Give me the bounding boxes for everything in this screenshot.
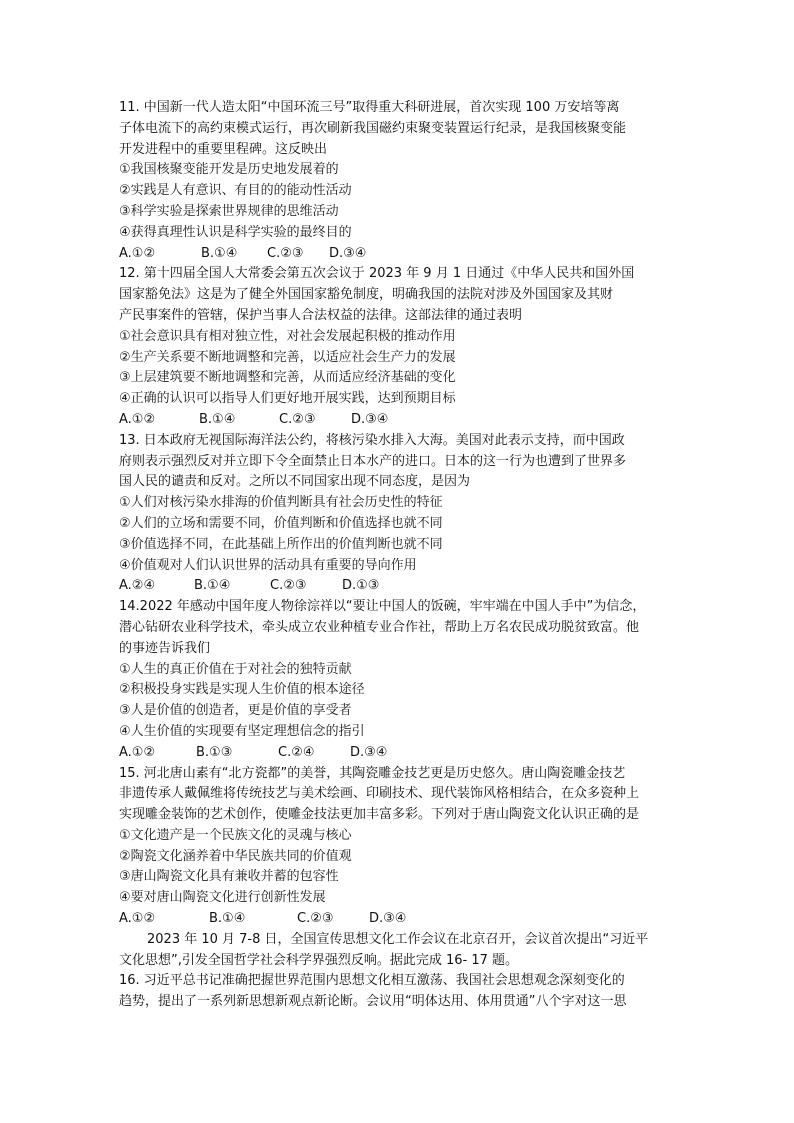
statement-option: ④人生价值的实现要有坚定理想信念的指引	[119, 723, 365, 739]
question-11	[119, 98, 694, 264]
choice-b: B.①④	[199, 411, 236, 427]
question-stem-line: 趋势，提出了一系列新思想新观点新论断。会议用“明体达用、体用贯通”八个字对这一思	[119, 994, 627, 1010]
choice-a: A.②④	[119, 578, 156, 594]
choice-a: A.①②	[119, 411, 156, 427]
question-13	[119, 431, 694, 597]
intro-line: 2023 年 10 月 7-8 日，全国宣传思想文化工作会议在北京召开，会议首次提出“习近平	[147, 931, 649, 947]
choice-a: A.①②	[119, 744, 156, 760]
statement-option: ④获得真理性认识是科学实验的最终目的	[119, 224, 352, 240]
statement-option: ③上层建筑要不断地调整和完善，从而适应经济基础的变化	[119, 370, 456, 386]
choice-c: C.②③	[267, 245, 304, 261]
statement-option: ④正确的认识可以指导人们更好地开展实践，达到预期目标	[119, 391, 456, 407]
choice-c: C.②③	[279, 411, 316, 427]
intro-line: 文化思想”,引发全国哲学社会科学界强烈反响。据此完成 16- 17 题。	[119, 952, 519, 968]
question-14	[119, 597, 694, 763]
question-12	[119, 264, 694, 430]
question-stem-line: 开发进程中的重要里程碑。这反映出	[119, 141, 328, 157]
statement-option: ③科学实验是探索世界规律的思维活动	[119, 203, 339, 219]
answer-choices	[119, 909, 694, 930]
choice-d: D.③④	[369, 911, 407, 927]
answer-choices	[119, 743, 694, 764]
statement-option: ④价值观对人们认识世界的活动具有重要的导向作用	[119, 557, 417, 573]
question-stem-line: 13. 日本政府无视国际海洋法公约，将核污染水排入大海。美国对此表示支持，而中国政	[119, 432, 625, 448]
choice-c: C.②③	[297, 911, 334, 927]
statement-option: ③人是价值的创造者，更是价值的享受者	[119, 703, 352, 719]
question-stem-line: 非遗传承人戴佩维将传统技艺与美术绘画、印刷技术、现代装饰风格相结合，在众多瓷种上	[119, 786, 640, 802]
choice-c: C.②④	[278, 744, 315, 760]
choice-b: B.①④	[194, 578, 231, 594]
question-stem-line: 的事迹告诉我们	[119, 640, 211, 656]
statement-option: ①文化遗产是一个民族文化的灵魂与核心	[119, 827, 352, 843]
material-intro	[119, 930, 694, 972]
question-stem-line: 16. 习近平总书记准确把握世界范围内思想文化相互激荡、我国社会思想观念深刻变化的	[119, 973, 625, 989]
statement-option: ④要对唐山陶瓷文化进行创新性发展	[119, 890, 326, 906]
question-16	[119, 971, 694, 1013]
statement-option: ②人们的立场和需要不同，价值判断和价值选择也就不同	[119, 515, 443, 531]
answer-choices	[119, 244, 694, 265]
question-stem-line: 14.2022 年感动中国年度人物徐淙祥以“要让中国人的饭碗，牢牢端在中国人手中”为信念，	[119, 599, 646, 615]
question-stem-line: 产民事案件的管辖，保护当事人合法权益的法律。这部法律的通过表明	[119, 307, 523, 323]
question-stem-line: 国家豁免法》这是为了健全外国国家豁免制度，明确我国的法院对涉及外国国家及其财	[119, 287, 614, 303]
statement-option: ③唐山陶瓷文化具有兼收并蓄的包容性	[119, 869, 339, 885]
choice-b: B.①④	[201, 245, 238, 261]
choice-d: D.③④	[329, 245, 367, 261]
choice-d: D.③④	[351, 411, 389, 427]
question-stem-line: 子体电流下的高约束模式运行，再次刷新我国磁约束聚变装置运行纪录，是我国核聚变能	[119, 120, 627, 136]
choice-d: D.①③	[342, 578, 380, 594]
statement-option: ②陶瓷文化涵养着中华民族共同的价值观	[119, 848, 352, 864]
answer-choices	[119, 410, 694, 431]
question-stem-line: 潜心钻研农业科学技术，牵头成立农业种植专业合作社，帮助上万名农民成功脱贫致富。他	[119, 619, 640, 635]
choice-b: B.①③	[196, 744, 233, 760]
question-stem-line: 国人民的谴责和反对。之所以不同国家出现不同态度，是因为	[119, 474, 471, 490]
choice-d: D.③④	[350, 744, 388, 760]
question-15	[119, 764, 694, 930]
statement-option: ①人生的真正价值在于对社会的独特贡献	[119, 661, 352, 677]
question-stem-line: 12. 第十四届全国人大常委会第五次会议于 2023 年 9 月 1 日通过《中华人民共和国外国	[119, 266, 635, 282]
choice-c: C.②③	[270, 578, 307, 594]
statement-option: ②积极投身实践是实现人生价值的根本途径	[119, 682, 365, 698]
statement-option: ②生产关系要不断地调整和完善，以适应社会生产力的发展	[119, 349, 456, 365]
question-stem-line: 府则表示强烈反对并立即下令全面禁止日本水产的进口。日本的这一行为也遭到了世界多	[119, 453, 627, 469]
question-stem-line: 15. 河北唐山素有“北方瓷都”的美誉，其陶瓷雕金技艺更是历史悠久。唐山陶瓷雕金技艺	[119, 765, 626, 781]
choice-a: A.①②	[119, 245, 156, 261]
question-content	[119, 98, 694, 1013]
statement-option: ③价值选择不同，在此基础上所作出的价值判断也就不同	[119, 536, 443, 552]
answer-choices	[119, 576, 694, 597]
statement-option: ①社会意识具有相对独立性，对社会发展起积极的推动作用	[119, 328, 456, 344]
statement-option: ②实践是人有意识、有目的的能动性活动	[119, 183, 352, 199]
choice-a: A.①②	[119, 911, 156, 927]
statement-option: ①我国核聚变能开发是历史地发展着的	[119, 162, 339, 178]
question-stem-line: 11. 中国新一代人造太阳“中国环流三号”取得重大科研进展，首次实现 100 万安培等离	[119, 100, 620, 115]
statement-option: ①人们对核污染水排海的价值判断具有社会历史性的特征	[119, 495, 443, 511]
choice-b: B.①④	[209, 911, 246, 927]
question-stem-line: 实现雕金装饰的艺术创作，使雕金技法更加丰富多彩。下列对于唐山陶瓷文化认识正确的是	[119, 807, 640, 823]
